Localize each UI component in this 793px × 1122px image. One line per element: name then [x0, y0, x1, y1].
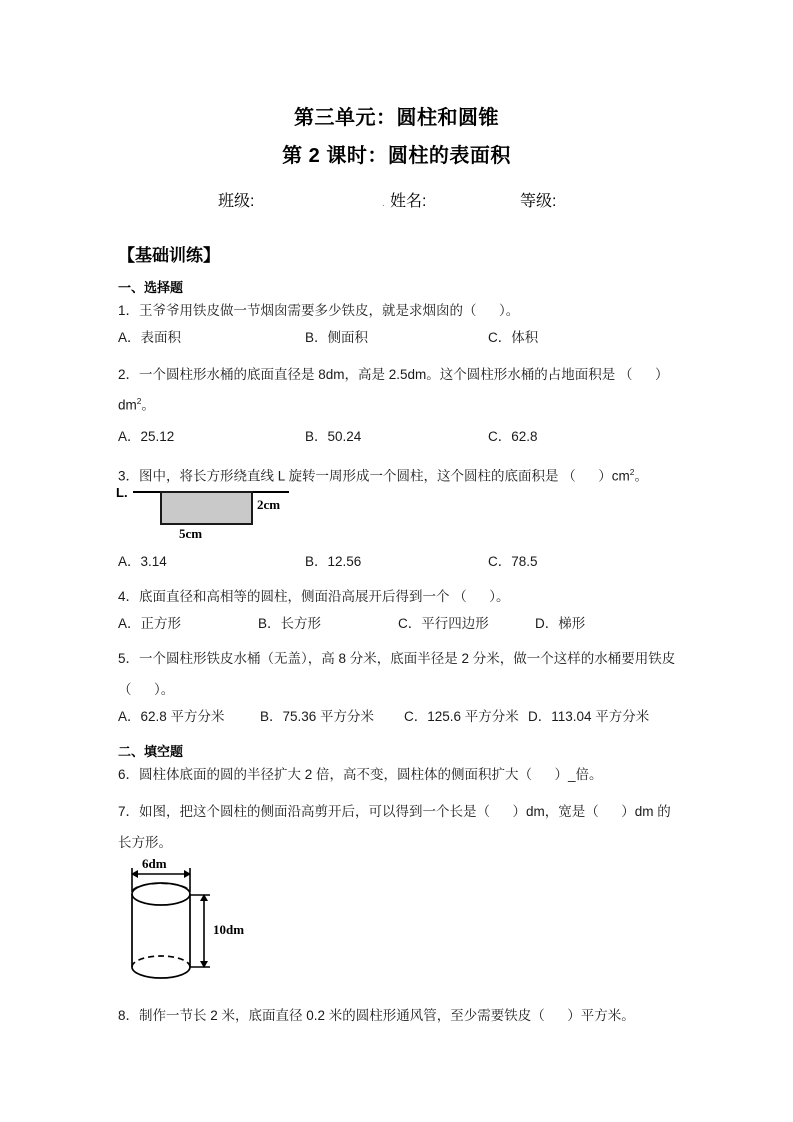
- cylinder-body: [132, 883, 190, 978]
- gray-rectangle-shape: [160, 491, 253, 525]
- question-4-option-d[interactable]: D．梯形: [535, 616, 586, 631]
- question-2-option-b[interactable]: B．50.24: [305, 429, 362, 444]
- question-2-text-continued: [118, 386, 683, 421]
- question-4-option-a[interactable]: A．正方形: [118, 616, 182, 631]
- question-5-text: 5．一个圆柱形铁皮水桶（无盖），高 8 分米，底面半径是 2 分米，做一个这样的水桶要用铁皮（ ）。: [118, 651, 676, 697]
- question-5-option-c[interactable]: C．125.6 平方分米: [404, 709, 519, 724]
- question-2-unit: dm: [118, 397, 137, 413]
- subsection-heading-multiple-choice: 一、选择题: [118, 280, 184, 295]
- cylinder-height-label: 10dm: [213, 922, 245, 937]
- question-7-text: 7．如图，把这个圆柱的侧面沿高剪开后，可以得到一个长是（ ）dm，宽是（ ）dm 的长方形。: [118, 804, 671, 850]
- question-2-option-c[interactable]: C．62.8: [488, 429, 538, 444]
- question-5-option-d[interactable]: D．113.04 平方分米: [528, 709, 650, 724]
- name-label: 姓名:: [390, 193, 427, 210]
- class-label: 班级:: [218, 193, 255, 210]
- stray-dot-mark: .: [382, 198, 385, 209]
- question-4-option-b[interactable]: B．长方形: [258, 616, 322, 631]
- question-8-text: 8．制作一节长 2 米，底面直径 0.2 米的圆柱形通风管，至少需要铁皮（ ）平方米。: [118, 1008, 635, 1023]
- axis-line-label: L.: [116, 485, 128, 500]
- question-1-option-c[interactable]: C．体积: [488, 330, 539, 345]
- student-info-line: [0, 188, 793, 212]
- unit-title: 第三单元：圆柱和圆锥: [294, 107, 499, 129]
- question-4-option-c[interactable]: C．平行四边形: [398, 616, 489, 631]
- question-3-option-a[interactable]: A．3.14: [118, 554, 167, 569]
- question-3-unit-exponent: 2: [629, 467, 635, 477]
- question-5-option-a[interactable]: A．62.8 平方分米: [118, 709, 225, 724]
- question-1-option-b[interactable]: B．侧面积: [305, 330, 369, 345]
- question-2-text: 2．一个圆柱形水桶的底面直径是 8dm，高是 2.5dm。这个圆柱形水桶的占地面积是 （ ）: [118, 367, 669, 382]
- figure-cylinder-diagram: [118, 856, 298, 990]
- cylinder-svg: [118, 862, 298, 990]
- question-2-unit-exponent: 2: [136, 396, 142, 406]
- question-1-option-a[interactable]: A．表面积: [118, 330, 182, 345]
- height-dimension-arrow: [190, 894, 210, 968]
- question-3-option-c[interactable]: C．78.5: [488, 554, 538, 569]
- lesson-title: 第 2 课时：圆柱的表面积: [282, 145, 511, 167]
- rectangle-height-label: 2cm: [257, 497, 281, 512]
- grade-label: 等级:: [520, 193, 557, 210]
- question-1-text: 1．王爷爷用铁皮做一节烟囱需要多少铁皮，就是求烟囱的（ ）。: [118, 303, 520, 318]
- question-3-option-b[interactable]: B．12.56: [305, 554, 362, 569]
- figure-rectangle-rotation-diagram: [116, 483, 316, 545]
- question-4-text: 4．底面直径和高相等的圆柱，侧面沿高展开后得到一个 （ ）。: [118, 589, 510, 604]
- rectangle-width-label: 5cm: [179, 526, 203, 541]
- question-3-text-main: 3．图中，将长方形绕直线 L 旋转一周形成一个圆柱，这个圆柱的底面积是 （ ）cm: [118, 468, 630, 484]
- cylinder-diameter-label: 6dm: [142, 856, 167, 871]
- section-heading-basic-training: 【基础训练】: [118, 246, 220, 265]
- question-2-option-a[interactable]: A．25.12: [118, 429, 175, 444]
- subsection-heading-fill-in-blank: 二、填空题: [118, 744, 184, 759]
- question-2-period: 。: [141, 397, 155, 413]
- question-3-period: 。: [634, 468, 648, 484]
- question-6-text: 6．圆柱体底面的圆的半径扩大 2 倍，高不变，圆柱体的侧面积扩大（ ）_倍。: [118, 767, 603, 782]
- question-5-option-b[interactable]: B．75.36 平方分米: [260, 709, 375, 724]
